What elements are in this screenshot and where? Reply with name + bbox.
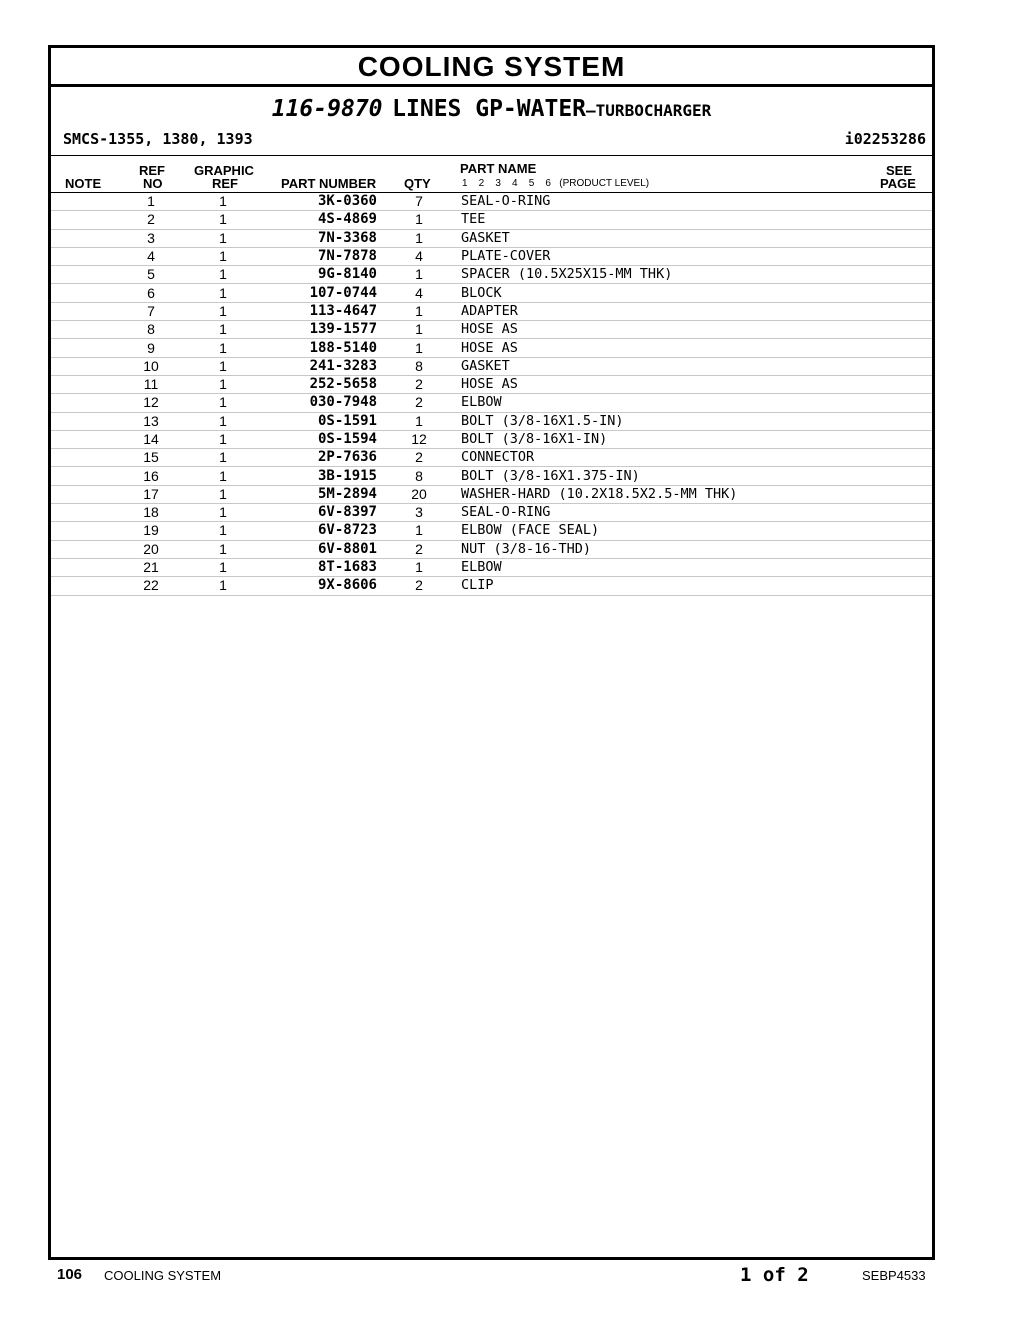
- qty-cell: 20: [377, 485, 461, 503]
- part-name-cell: PLATE-COVER: [461, 247, 872, 265]
- see-page-cell: [872, 247, 932, 265]
- part-number-cell: 139-1577: [257, 321, 377, 339]
- graphic-ref-cell: 1: [189, 394, 257, 412]
- group-name: LINES GP-WATER: [392, 96, 587, 122]
- graphic-ref-cell: 1: [189, 467, 257, 485]
- ref-cell: 11: [113, 375, 189, 393]
- table-row: [51, 485, 932, 503]
- graphic-ref-cell: 1: [189, 321, 257, 339]
- smcs-codes: SMCS-1355, 1380, 1393: [63, 130, 253, 148]
- part-number-cell: 241-3283: [257, 357, 377, 375]
- part-name-cell: HOSE AS: [461, 375, 872, 393]
- part-name-cell: NUT (3/8-16-THD): [461, 540, 872, 558]
- graphic-ref-cell: 1: [189, 375, 257, 393]
- table-row: [51, 522, 932, 540]
- note-cell: [51, 540, 113, 558]
- part-number-cell: 5M-2894: [257, 485, 377, 503]
- group-number: 116-9870: [271, 96, 383, 122]
- ref-cell: 7: [113, 302, 189, 320]
- qty-cell: 8: [377, 467, 461, 485]
- part-number-cell: 8T-1683: [257, 558, 377, 576]
- see-page-cell: [872, 467, 932, 485]
- see-page-cell: [872, 229, 932, 247]
- note-cell: [51, 430, 113, 448]
- qty-cell: 12: [377, 430, 461, 448]
- graphic-ref-cell: 1: [189, 266, 257, 284]
- ref-cell: 3: [113, 229, 189, 247]
- part-name-cell: ELBOW (FACE SEAL): [461, 522, 872, 540]
- part-name-cell: HOSE AS: [461, 321, 872, 339]
- footer-page-of: 1 of 2: [740, 1264, 809, 1286]
- table-row: [51, 394, 932, 412]
- note-cell: [51, 467, 113, 485]
- ref-cell: 15: [113, 449, 189, 467]
- ref-cell: 20: [113, 540, 189, 558]
- see-page-cell: [872, 193, 932, 211]
- page-frame: [48, 45, 935, 1260]
- table-row: [51, 284, 932, 302]
- table-row: [51, 577, 932, 595]
- note-cell: [51, 339, 113, 357]
- graphic-ref-cell: 1: [189, 247, 257, 265]
- qty-cell: 1: [377, 266, 461, 284]
- qty-cell: 2: [377, 394, 461, 412]
- part-name-cell: SEAL-O-RING: [461, 193, 872, 211]
- note-cell: [51, 247, 113, 265]
- part-number-cell: 0S-1594: [257, 430, 377, 448]
- ref-cell: 10: [113, 357, 189, 375]
- note-cell: [51, 284, 113, 302]
- part-name-cell: BOLT (3/8-16X1.375-IN): [461, 467, 872, 485]
- see-page-cell: [872, 375, 932, 393]
- page-footer: [0, 1266, 1020, 1290]
- graphic-ref-cell: 1: [189, 339, 257, 357]
- note-cell: [51, 211, 113, 229]
- header-qty: QTY: [404, 176, 431, 191]
- graphic-ref-cell: 1: [189, 504, 257, 522]
- graphic-ref-cell: 1: [189, 412, 257, 430]
- table-row: [51, 504, 932, 522]
- note-cell: [51, 558, 113, 576]
- table-header: [51, 156, 932, 193]
- part-name-cell: TEE: [461, 211, 872, 229]
- note-cell: [51, 375, 113, 393]
- part-name-cell: ELBOW: [461, 558, 872, 576]
- table-row: [51, 229, 932, 247]
- part-name-cell: ELBOW: [461, 394, 872, 412]
- qty-cell: 2: [377, 540, 461, 558]
- parts-table: [51, 193, 932, 596]
- qty-cell: 7: [377, 193, 461, 211]
- qty-cell: 4: [377, 247, 461, 265]
- part-number-cell: 3B-1915: [257, 467, 377, 485]
- part-name-cell: CONNECTOR: [461, 449, 872, 467]
- note-cell: [51, 302, 113, 320]
- see-page-cell: [872, 357, 932, 375]
- see-page-cell: [872, 558, 932, 576]
- header-product-level: 1 2 3 4 5 6 (PRODUCT LEVEL): [462, 178, 650, 189]
- part-number-cell: 9X-8606: [257, 577, 377, 595]
- smcs-row: [51, 125, 932, 156]
- graphic-ref-cell: 1: [189, 302, 257, 320]
- see-page-cell: [872, 302, 932, 320]
- ref-cell: 16: [113, 467, 189, 485]
- part-number-cell: 6V-8723: [257, 522, 377, 540]
- see-page-cell: [872, 339, 932, 357]
- ref-cell: 13: [113, 412, 189, 430]
- part-name-cell: CLIP: [461, 577, 872, 595]
- qty-cell: 1: [377, 211, 461, 229]
- part-name-cell: SEAL-O-RING: [461, 504, 872, 522]
- part-name-cell: WASHER-HARD (10.2X18.5X2.5-MM THK): [461, 485, 872, 503]
- part-number-cell: 7N-7878: [257, 247, 377, 265]
- graphic-ref-cell: 1: [189, 193, 257, 211]
- header-part-name: PART NAME: [460, 161, 537, 176]
- graphic-ref-cell: 1: [189, 284, 257, 302]
- table-row: [51, 321, 932, 339]
- part-number-cell: 0S-1591: [257, 412, 377, 430]
- part-number-cell: 252-5658: [257, 375, 377, 393]
- graphic-ref-cell: 1: [189, 211, 257, 229]
- see-page-cell: [872, 522, 932, 540]
- table-row: [51, 339, 932, 357]
- note-cell: [51, 394, 113, 412]
- note-cell: [51, 357, 113, 375]
- table-row: [51, 247, 932, 265]
- ref-cell: 1: [113, 193, 189, 211]
- note-cell: [51, 522, 113, 540]
- part-number-cell: 3K-0360: [257, 193, 377, 211]
- footer-document: SEBP4533: [862, 1268, 926, 1283]
- qty-cell: 2: [377, 449, 461, 467]
- table-row: [51, 357, 932, 375]
- table-row: [51, 449, 932, 467]
- part-number-cell: 6V-8397: [257, 504, 377, 522]
- header-graphic-top: GRAPHIC: [194, 163, 254, 178]
- graphic-ref-cell: 1: [189, 485, 257, 503]
- see-page-cell: [872, 284, 932, 302]
- part-name-cell: HOSE AS: [461, 339, 872, 357]
- graphic-ref-cell: 1: [189, 430, 257, 448]
- qty-cell: 1: [377, 412, 461, 430]
- part-number-cell: 7N-3368: [257, 229, 377, 247]
- note-cell: [51, 321, 113, 339]
- table-row: [51, 430, 932, 448]
- see-page-cell: [872, 449, 932, 467]
- header-see-top: SEE: [886, 163, 913, 178]
- qty-cell: 1: [377, 229, 461, 247]
- table-row: [51, 412, 932, 430]
- footer-section: COOLING SYSTEM: [104, 1268, 222, 1283]
- ref-cell: 19: [113, 522, 189, 540]
- ref-cell: 5: [113, 266, 189, 284]
- part-number-cell: 188-5140: [257, 339, 377, 357]
- table-row: [51, 375, 932, 393]
- part-name-cell: BOLT (3/8-16X1.5-IN): [461, 412, 872, 430]
- footer-page-number: 106: [57, 1266, 83, 1283]
- table-row: [51, 211, 932, 229]
- qty-cell: 1: [377, 339, 461, 357]
- ref-cell: 4: [113, 247, 189, 265]
- qty-cell: 1: [377, 558, 461, 576]
- part-name-cell: SPACER (10.5X25X15-MM THK): [461, 266, 872, 284]
- see-page-cell: [872, 577, 932, 595]
- graphic-ref-cell: 1: [189, 449, 257, 467]
- header-ref-bottom: NO: [143, 176, 163, 191]
- table-row: [51, 467, 932, 485]
- note-cell: [51, 504, 113, 522]
- part-number-cell: 9G-8140: [257, 266, 377, 284]
- part-number-cell: 2P-7636: [257, 449, 377, 467]
- ref-cell: 9: [113, 339, 189, 357]
- header-note: NOTE: [65, 176, 102, 191]
- part-name-cell: BOLT (3/8-16X1-IN): [461, 430, 872, 448]
- group-suffix: –TURBOCHARGER: [586, 101, 712, 120]
- header-see-bottom: PAGE: [880, 176, 916, 191]
- graphic-ref-cell: 1: [189, 577, 257, 595]
- part-number-cell: 113-4647: [257, 302, 377, 320]
- see-page-cell: [872, 321, 932, 339]
- ref-cell: 8: [113, 321, 189, 339]
- ref-cell: 14: [113, 430, 189, 448]
- see-page-cell: [872, 266, 932, 284]
- note-cell: [51, 229, 113, 247]
- table-row: [51, 193, 932, 211]
- group-title: [51, 87, 932, 125]
- ref-cell: 17: [113, 485, 189, 503]
- see-page-cell: [872, 412, 932, 430]
- see-page-cell: [872, 540, 932, 558]
- graphic-ref-cell: 1: [189, 229, 257, 247]
- part-name-cell: GASKET: [461, 357, 872, 375]
- table-row: [51, 266, 932, 284]
- ref-cell: 18: [113, 504, 189, 522]
- table-row: [51, 540, 932, 558]
- ref-cell: 21: [113, 558, 189, 576]
- graphic-ref-cell: 1: [189, 540, 257, 558]
- header-part-number: PART NUMBER: [281, 176, 377, 191]
- part-number-cell: 107-0744: [257, 284, 377, 302]
- part-name-cell: BLOCK: [461, 284, 872, 302]
- qty-cell: 3: [377, 504, 461, 522]
- qty-cell: 1: [377, 302, 461, 320]
- ref-cell: 22: [113, 577, 189, 595]
- part-number-cell: 030-7948: [257, 394, 377, 412]
- see-page-cell: [872, 485, 932, 503]
- note-cell: [51, 412, 113, 430]
- parts-table-body: [51, 193, 932, 595]
- part-name-cell: ADAPTER: [461, 302, 872, 320]
- note-cell: [51, 485, 113, 503]
- graphic-ref-cell: 1: [189, 357, 257, 375]
- header-ref-top: REF: [139, 163, 165, 178]
- see-page-cell: [872, 430, 932, 448]
- table-row: [51, 302, 932, 320]
- note-cell: [51, 449, 113, 467]
- qty-cell: 2: [377, 577, 461, 595]
- table-row: [51, 558, 932, 576]
- qty-cell: 8: [377, 357, 461, 375]
- graphic-ref-cell: 1: [189, 522, 257, 540]
- part-name-cell: GASKET: [461, 229, 872, 247]
- note-cell: [51, 193, 113, 211]
- qty-cell: 4: [377, 284, 461, 302]
- qty-cell: 1: [377, 321, 461, 339]
- note-cell: [51, 266, 113, 284]
- part-number-cell: 4S-4869: [257, 211, 377, 229]
- ref-cell: 12: [113, 394, 189, 412]
- section-title: COOLING SYSTEM: [51, 48, 932, 87]
- header-graphic-bottom: REF: [212, 176, 238, 191]
- qty-cell: 1: [377, 522, 461, 540]
- info-number: i02253286: [844, 130, 926, 148]
- ref-cell: 6: [113, 284, 189, 302]
- see-page-cell: [872, 394, 932, 412]
- qty-cell: 2: [377, 375, 461, 393]
- graphic-ref-cell: 1: [189, 558, 257, 576]
- ref-cell: 2: [113, 211, 189, 229]
- see-page-cell: [872, 504, 932, 522]
- note-cell: [51, 577, 113, 595]
- see-page-cell: [872, 211, 932, 229]
- part-number-cell: 6V-8801: [257, 540, 377, 558]
